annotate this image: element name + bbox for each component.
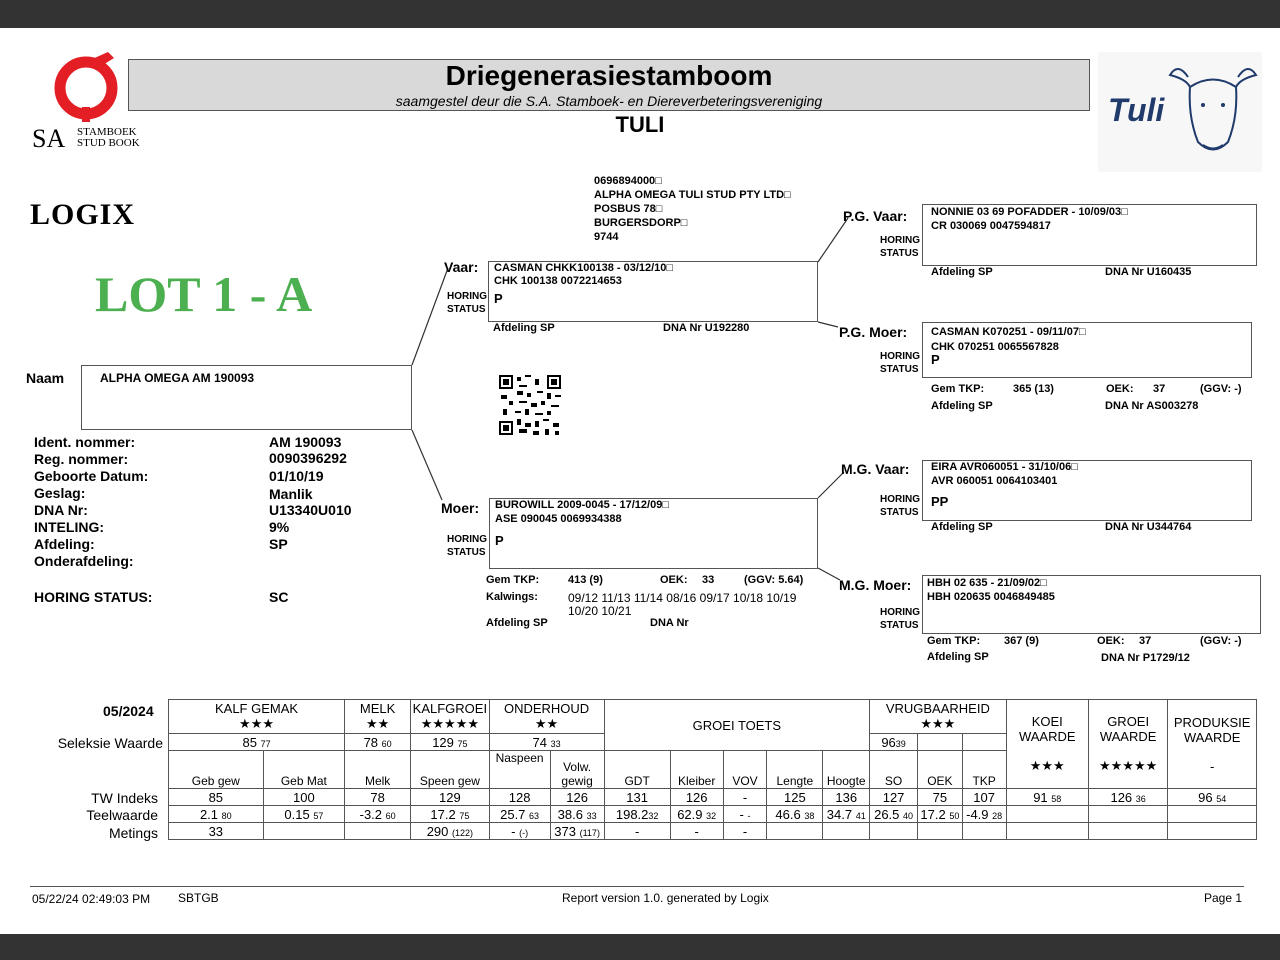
metings-cell: 373 (117) [550,823,604,840]
mg-sire-afdeling: Afdeling SP [931,521,993,533]
col-header: VOV [723,751,767,789]
metings-cell: 290 (122) [411,823,489,840]
star-rating-icon: ★★ [365,716,390,731]
col-header: GDT [604,751,670,789]
afdeling-value: SP [269,536,288,552]
pg-dam-ggv: (GGV: -) [1200,383,1242,395]
pg-dam-dna: DNA Nr AS003278 [1105,400,1199,412]
tw-cell: 78 [345,789,411,806]
seleksie-kalfgroei: 129 75 [411,734,489,751]
mg-dam-oek: 37 [1139,635,1152,647]
mg-dam-line1: HBH 02 635 - 21/09/02□ [927,577,1047,589]
teel-cell: 17.2 75 [411,806,489,823]
mg-sire-horing-label: HORING STATUS [880,494,920,518]
footer-report: Report version 1.0. generated by Logix [562,891,769,905]
metings-label: Metings [108,825,158,841]
pg-dam-gemtkp: 365 (13) [1013,383,1054,395]
seleksie-kalf-gemak: 85 77 [169,734,345,751]
dam-dna: DNA Nr [650,617,689,629]
horing-status-label: HORING STATUS: [34,589,153,605]
star-rating-icon: ★★★★★ [420,716,480,731]
line-mg-dam [818,568,840,580]
owner-line: 9744 [594,231,619,243]
pg-sire-line2: CR 030069 0047594817 [931,220,1051,232]
dam-box [489,498,818,569]
logo-text-2: STUD BOOK [77,137,140,149]
mg-dam-dna: DNA Nr P1729/12 [1101,652,1190,664]
groei-toets-header: GROEI TOETS [604,700,870,751]
pg-dam-horn: P [931,352,940,367]
melk-header: MELK ★★ [345,700,411,734]
dam-kalwings-label: Kalwings: [486,591,538,603]
teel-cell: 25.7 63 [489,806,550,823]
tw-cell: 75 [917,789,962,806]
mg-dam-line2: HBH 020635 0046849485 [927,591,1055,603]
dam-horn: P [495,533,504,548]
detail-label: INTELING: [34,519,104,535]
footer-page: Page 1 [1204,891,1243,905]
col-header: Melk [345,751,411,789]
detail-label: Reg. nommer: [34,451,129,467]
detail-label: Ident. nommer: [34,434,136,450]
mg-dam-afdeling: Afdeling SP [927,651,989,663]
tw-cell: 126 [670,789,723,806]
pg-dam-line1: CASMAN K070251 - 09/11/07□ [931,326,1086,338]
sire-horing-label: HORING STATUS [447,291,487,315]
tw-produksie: 96 54 [1168,789,1257,806]
seleksie-onderhoud: 74 33 [489,734,604,751]
dam-oek-label: OEK: [660,574,688,586]
seleksie-empty [962,734,1006,751]
mg-sire-role: M.G. Vaar: [841,461,910,477]
geboorte-value: 01/10/19 [269,468,324,484]
col-header: Kleiber [670,751,723,789]
teel-cell: -4.9 28 [962,806,1006,823]
ident-value: AM 190093 [269,434,342,450]
qr-code-icon [499,375,561,435]
dam-horing-label: HORING STATUS [447,534,487,558]
sire-afdeling: Afdeling SP [493,322,555,334]
page-title: Driegenerasiestamboom [445,60,773,91]
dam-afdeling: Afdeling SP [486,617,548,629]
dam-kalwings2: 10/20 10/21 [568,604,632,618]
tw-cell: 107 [962,789,1006,806]
col-header: SO [870,751,918,789]
vrugbaarheid-header: VRUGBAARHEID ★★★ [870,700,1006,734]
teel-cell: 2.1 80 [169,806,264,823]
sire-role: Vaar: [444,259,479,275]
tw-cell: 136 [823,789,870,806]
tw-koei: 91 58 [1006,789,1088,806]
animal-name: ALPHA OMEGA AM 190093 [100,371,255,385]
metings-cell: 33 [169,823,264,840]
dam-kalwings1: 09/12 11/13 11/14 08/16 09/17 10/18 10/19 [568,591,797,605]
logix-logo: LOGIX [30,198,136,231]
tw-groei: 126 36 [1088,789,1167,806]
pg-dam-box [922,322,1252,378]
detail-label: Geslag: [34,485,86,501]
score-table [168,699,1257,840]
star-rating-icon: ★★★★★ [1099,758,1158,773]
owner-line: ALPHA OMEGA TULI STUD PTY LTD□ [594,189,791,201]
dam-gemtkp-label: Gem TKP: [486,574,540,586]
mg-dam-role: M.G. Moer: [839,577,912,593]
logo-sa: SA [32,124,66,153]
mg-dam-ggv: (GGV: -) [1200,635,1242,647]
mg-dam-box [922,575,1261,634]
line-dam [412,430,442,500]
sire-horn: P [494,291,503,306]
metings-empty [1168,823,1257,840]
pg-sire-dna: DNA Nr U160435 [1105,266,1192,278]
teel-label: Teelwaarde [86,807,158,823]
line-pg-dam [818,322,838,327]
mg-sire-line1: EIRA AVR060051 - 31/10/06□ [931,461,1078,473]
groei-waarde-header: GROEI WAARDE ★★★★★ [1088,700,1167,789]
tw-cell: 128 [489,789,550,806]
score-date: 05/2024 [103,703,154,719]
teel-cell: 0.15 57 [263,806,344,823]
col-header: Naspeen [489,751,550,789]
line-pg-sire [818,218,848,262]
metings-cell: - [670,823,723,840]
pg-dam-horing-label: HORING STATUS [880,351,920,375]
dna-value: U13340U010 [269,502,352,518]
qr-code [499,375,561,435]
onderhoud-header: ONDERHOUD ★★ [489,700,604,734]
teel-cell: 26.5 40 [870,806,918,823]
metings-cell [767,823,823,840]
teel-cell: 198.232 [604,806,670,823]
metings-cell [263,823,344,840]
tw-cell: 129 [411,789,489,806]
detail-label: Geboorte Datum: [34,468,149,484]
col-header: Speen gew [411,751,489,789]
mg-dam-gemtkp-label: Gem TKP: [927,635,981,647]
pg-sire-role: P.G. Vaar: [843,208,908,224]
teel-empty [1006,806,1088,823]
mg-dam-horing-label: HORING STATUS [880,607,920,631]
teel-cell: 62.9 32 [670,806,723,823]
pg-dam-oek-label: OEK: [1106,383,1134,395]
geslag-value: Manlik [269,486,313,502]
owner-line: BURGERSDORP□ [594,217,688,229]
star-rating-icon: ★★ [534,716,559,731]
pg-dam-oek: 37 [1153,383,1166,395]
mg-sire-line2: AVR 060051 0064103401 [931,475,1058,487]
pg-dam-role: P.G. Moer: [839,324,908,340]
inteling-value: 9% [269,519,290,535]
metings-empty [1006,823,1088,840]
teel-cell: -3.2 60 [345,806,411,823]
tw-cell: 100 [263,789,344,806]
dam-role: Moer: [441,500,480,516]
reg-value: 0090396292 [269,450,347,466]
detail-label: Afdeling: [34,536,95,552]
dam-gemtkp: 413 (9) [568,574,603,586]
mg-sire-horn: PP [931,494,949,509]
pg-dam-line2: CHK 070251 0065567828 [931,341,1059,353]
horing-status-value: SC [269,589,289,605]
metings-cell [823,823,870,840]
dam-line1: BUROWILL 2009-0045 - 17/12/09□ [495,499,669,511]
metings-cell: - [604,823,670,840]
koei-waarde-header: KOEI WAARDE ★★★ [1006,700,1088,789]
footer-datetime: 05/22/24 02:49:03 PM [32,892,151,906]
animal-box [81,365,412,430]
tuli-logo-text: Tuli [1108,92,1165,128]
kalfgroei-header: KALFGROEI ★★★★★ [411,700,489,734]
footer-divider [30,886,1244,887]
star-rating-icon: ★★★ [239,716,275,731]
col-header: TKP [962,751,1006,789]
pg-sire-line1: NONNIE 03 69 POFADDER - 10/09/03□ [931,206,1128,218]
dam-oek: 33 [702,574,715,586]
col-header: Geb gew [169,751,264,789]
teel-empty [1168,806,1257,823]
tw-cell: 85 [169,789,264,806]
sire-box [488,261,818,322]
owner-line: 0696894000□ [594,175,662,187]
mg-sire-box [922,460,1252,521]
pg-dam-afdeling: Afdeling SP [931,400,993,412]
dam-line2: ASE 090045 0069934388 [495,513,622,525]
tw-cell: 127 [870,789,918,806]
seleksie-label: Seleksie Waarde [57,735,163,751]
seleksie-empty [917,734,962,751]
mg-sire-dna: DNA Nr U344764 [1105,521,1192,533]
mg-dam-gemtkp: 367 (9) [1004,635,1039,647]
pg-sire-horing-label: HORING STATUS [880,235,920,259]
metings-cell [962,823,1006,840]
logo-text-1: STAMBOEK [77,126,137,138]
metings-cell [345,823,411,840]
mg-dam-oek-label: OEK: [1097,635,1125,647]
seleksie-vrug: 9639 [870,734,918,751]
teel-empty [1088,806,1167,823]
sire-dna: DNA Nr U192280 [663,322,750,334]
pg-dam-gemtkp-label: Gem TKP: [931,383,985,395]
tw-cell: 126 [550,789,604,806]
teel-cell: - - [723,806,767,823]
col-header: OEK [917,751,962,789]
dam-ggv: (GGV: 5.64) [744,574,804,586]
teel-cell: 17.2 50 [917,806,962,823]
tw-cell: - [723,789,767,806]
footer-code: SBTGB [178,891,219,905]
lot-title: LOT 1 - A [95,266,313,322]
col-header: Lengte [767,751,823,789]
metings-cell: - (-) [489,823,550,840]
pg-sire-afdeling: Afdeling SP [931,266,993,278]
tw-label: TW Indeks [91,790,158,806]
owner-line: POSBUS 78□ [594,203,663,215]
sire-line2: CHK 100138 0072214653 [494,275,622,287]
teel-cell: 46.6 38 [767,806,823,823]
teel-cell: 38.6 33 [550,806,604,823]
pg-sire-box [922,204,1257,266]
metings-cell [870,823,918,840]
metings-cell: - [723,823,767,840]
seleksie-melk: 78 60 [345,734,411,751]
metings-cell [917,823,962,840]
tw-cell: 131 [604,789,670,806]
col-header: Volw. gewig [550,751,604,789]
teel-cell: 34.7 41 [823,806,870,823]
sire-line1: CASMAN CHKK100138 - 03/12/10□ [494,262,674,274]
naam-label: Naam [26,370,65,386]
col-header: Geb Mat [263,751,344,789]
kalf-gemak-header: KALF GEMAK ★★★ [169,700,345,734]
col-header: Hoogte [823,751,870,789]
detail-label: DNA Nr: [34,502,88,518]
page-subtitle: saamgestel deur die S.A. Stamboek- en Diereverbeteringsvereniging [395,93,823,109]
detail-label: Onderafdeling: [34,553,134,569]
star-rating-icon: ★★★ [920,716,956,731]
star-rating-icon: ★★★ [1029,758,1065,773]
produksie-waarde-header: PRODUKSIE WAARDE - [1168,700,1257,789]
breed-title: TULI [615,112,665,137]
star-rating-icon: - [1209,758,1215,774]
tw-cell: 125 [767,789,823,806]
line-sire [412,268,448,365]
metings-empty [1088,823,1167,840]
